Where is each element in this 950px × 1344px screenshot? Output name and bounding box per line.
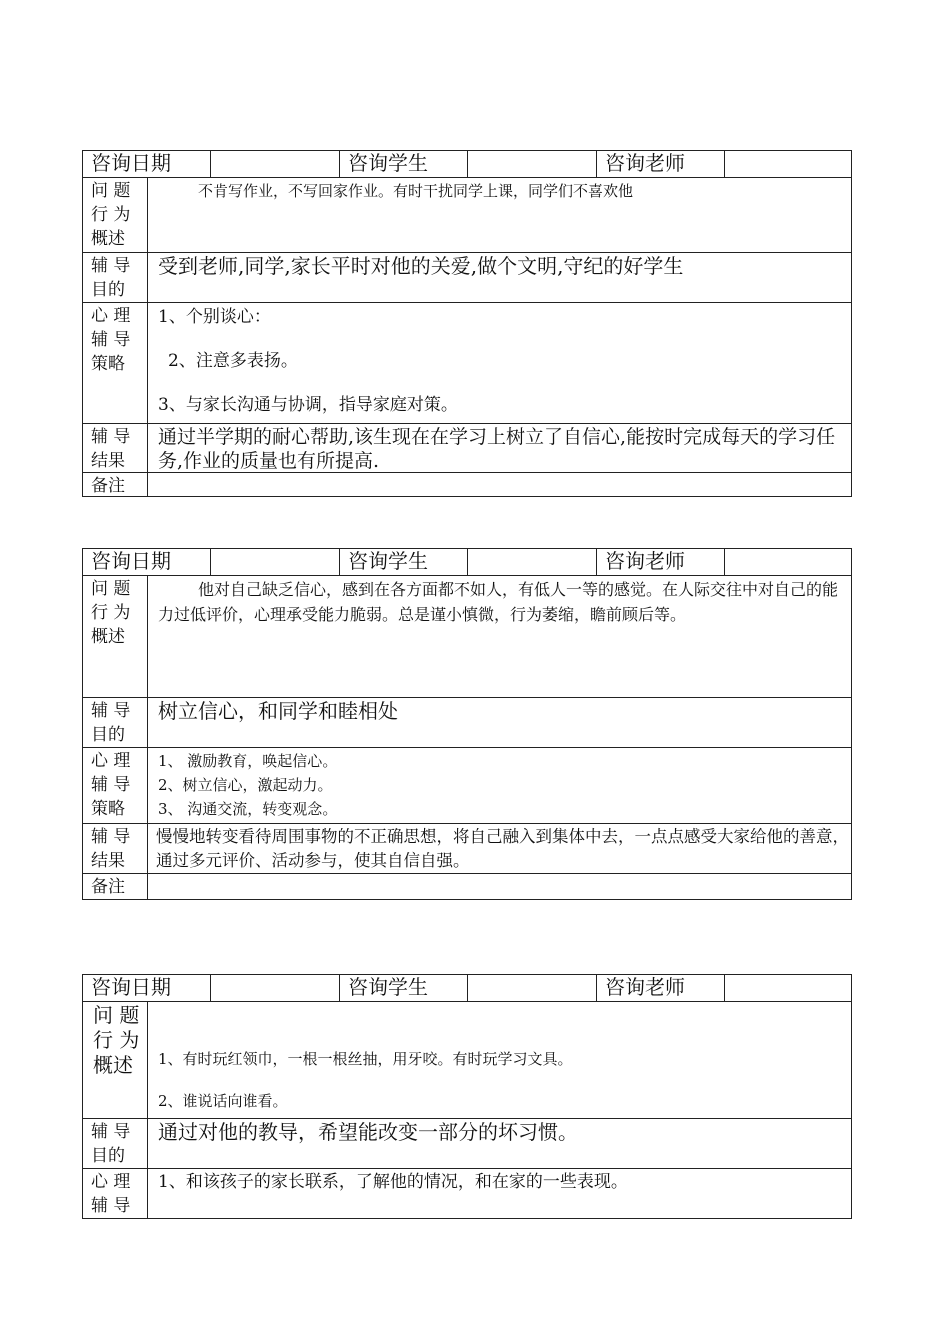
goal-row [83,1118,851,1168]
strategy-item: 3、 沟通交流，转变观念。 [158,800,338,818]
goal-row [83,697,851,747]
consult-record-3 [82,974,852,1219]
goal-text: 树立信心，和同学和睦相处 [158,699,398,723]
date-value[interactable] [211,549,340,575]
problem-row [83,1001,851,1118]
date-label: 咨询日期 [83,549,211,575]
problem-label: 问 题 行 为 概述 [83,1002,148,1118]
strategy-list [148,748,851,823]
consult-record-1 [82,150,852,497]
consult-record-2 [82,548,852,900]
date-value[interactable] [211,975,340,1001]
strategy-item: 2、树立信心，激起动力。 [158,776,333,794]
strategy-item: 2、注意多表扬。 [168,351,298,371]
problem-list [148,1002,851,1118]
date-value[interactable] [211,151,340,177]
student-value[interactable] [468,549,597,575]
teacher-value[interactable] [725,549,851,575]
strategy-item: 1、和该孩子的家长联系，了解他的情况，和在家的一些表现。 [158,1172,628,1192]
note-row [83,472,851,496]
result-label: 辅 导 结果 [83,824,148,873]
note-text[interactable] [148,473,851,496]
strategy-item: 1、个别谈心： [158,307,271,327]
record-header [83,549,851,575]
strategy-label: 心 理 辅 导 策略 [83,748,148,823]
result-text: 通过半学期的耐心帮助,该生现在在学习上树立了自信心,能按时完成每天的学习任务,作业的质量也有所提高. [158,426,836,472]
goal-label: 辅 导 目的 [83,698,148,747]
teacher-label: 咨询老师 [597,151,725,177]
problem-item: 1、有时玩红领巾，一根一根丝抽，用牙咬。有时玩学习文具。 [158,1050,573,1068]
result-label: 辅 导 结果 [83,424,148,472]
teacher-value[interactable] [725,975,851,1001]
strategy-label: 心 理 辅 导 [83,1169,148,1218]
goal-text: 受到老师,同学,家长平时对他的关爱,做个文明,守纪的好学生 [158,254,684,278]
teacher-value[interactable] [725,151,851,177]
date-label: 咨询日期 [83,975,211,1001]
problem-row [83,575,851,697]
teacher-label: 咨询老师 [597,549,725,575]
student-label: 咨询学生 [340,975,468,1001]
strategy-item: 3、与家长沟通与协调，指导家庭对策。 [158,395,458,415]
date-label: 咨询日期 [83,151,211,177]
student-label: 咨询学生 [340,549,468,575]
result-row [83,823,851,873]
goal-row [83,252,851,302]
problem-label: 问 题 行 为 概述 [83,178,148,252]
strategy-row [83,747,851,823]
note-text[interactable] [148,874,851,899]
strategy-list [148,1169,851,1218]
problem-item: 2、谁说话向谁看。 [158,1092,288,1110]
record-header [83,975,851,1001]
goal-label: 辅 导 目的 [83,253,148,302]
teacher-label: 咨询老师 [597,975,725,1001]
problem-text: 不肯写作业，不写回家作业。有时干扰同学上课，同学们不喜欢他 [198,182,634,200]
note-label: 备注 [83,473,148,496]
strategy-item: 1、 激励教育，唤起信心。 [158,752,338,770]
problem-label: 问 题 行 为 概述 [83,576,148,697]
goal-text: 通过对他的教导，希望能改变一部分的坏习惯。 [158,1120,578,1144]
student-value[interactable] [468,975,597,1001]
result-text: 慢慢地转变看待周围事物的不正确思想，将自己融入到集体中去，一点点感受大家给他的善意，通过多元评价、活动参与，使其自信自强。 [156,827,849,870]
result-row [83,423,851,472]
student-value[interactable] [468,151,597,177]
strategy-list [148,303,851,423]
student-label: 咨询学生 [340,151,468,177]
strategy-row [83,302,851,423]
problem-text: 他对自己缺乏信心，感到在各方面都不如人，有低人一等的感觉。在人际交往中对自己的能力过低评价，心理承受能力脆弱。总是谨小慎微，行为萎缩，瞻前顾后等。 [158,580,839,624]
record-header [83,151,851,177]
strategy-label: 心 理 辅 导 策略 [83,303,148,423]
note-row [83,873,851,899]
goal-label: 辅 导 目的 [83,1119,148,1168]
problem-row [83,177,851,252]
note-label: 备注 [83,874,148,899]
strategy-row [83,1168,851,1218]
